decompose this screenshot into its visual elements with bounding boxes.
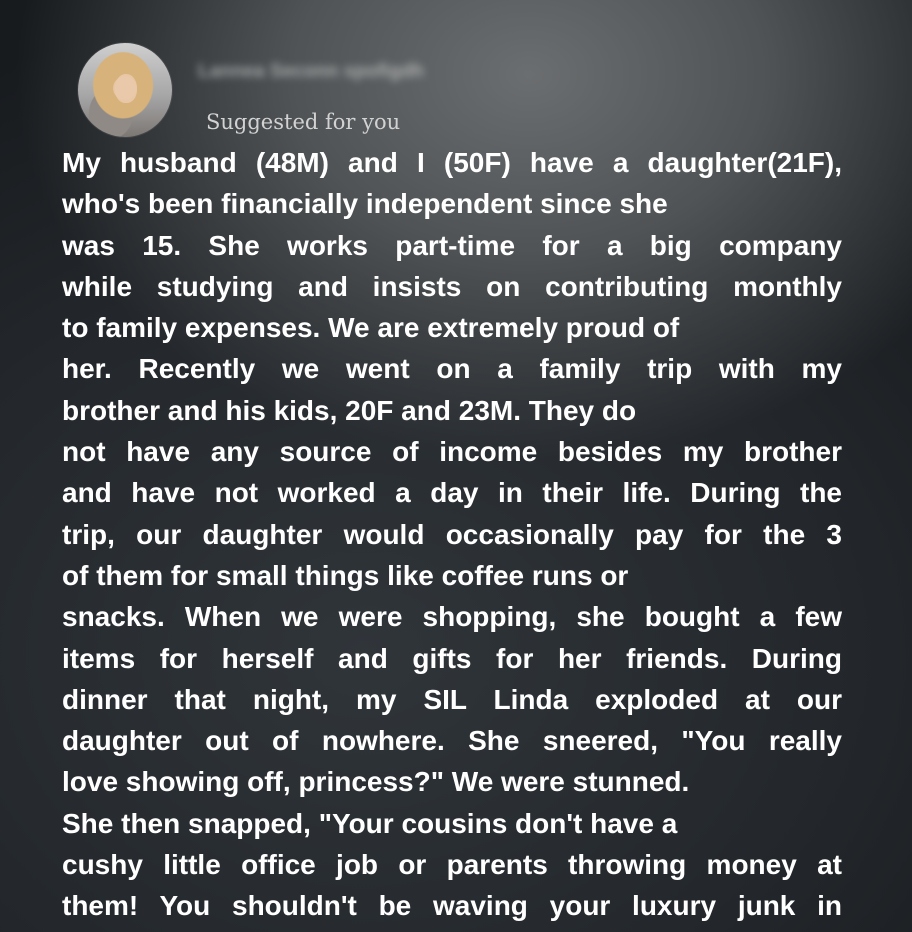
post-body-line: brother and his kids, 20F and 23M. They do — [62, 394, 637, 426]
post-body-line: love showing off, princess?" We were stunned. — [62, 766, 690, 798]
post-body-line: cushy little office job or parents throwing money at — [62, 849, 842, 881]
post-body-line: dinner that night, my SIL Linda exploded at our — [62, 683, 842, 715]
post-body-line: She then snapped, "Your cousins don't have a — [62, 807, 678, 839]
suggested-label: Suggested for you — [206, 110, 401, 134]
post-body-line: them! You shouldn't be waving your luxury junk in — [62, 890, 842, 922]
post-body-text — [62, 142, 842, 927]
post-body-line: was 15. She works part-time for a big company — [62, 229, 842, 261]
post-body-line: of them for small things like coffee runs or — [62, 559, 629, 591]
post-body-line: while studying and insists on contributing monthly — [62, 270, 842, 302]
post-body-line: items for herself and gifts for her friends. During — [62, 642, 842, 674]
author-avatar[interactable] — [78, 43, 172, 137]
post-body-line: her. Recently we went on a family trip with my — [62, 353, 842, 385]
post-body-line: to family expenses. We are extremely proud of — [62, 312, 680, 344]
author-name[interactable]: Lannea Seconn spofigdh — [198, 62, 424, 82]
post-body-line: My husband (48M) and I (50F) have a daughter(21F), — [62, 147, 842, 178]
avatar-face-image — [115, 74, 137, 103]
post-body-line: not have any source of income besides my brother — [62, 436, 842, 468]
post-body-line: snacks. When we were shopping, she bought a few — [62, 601, 842, 633]
post-body-line: trip, our daughter would occasionally pay for the 3 — [62, 518, 842, 550]
post-body-line: daughter out of nowhere. She sneered, "You really — [62, 725, 842, 757]
post-body-line: and have not worked a day in their life. During the — [62, 477, 842, 509]
post-body-line: who's been financially independent since she — [62, 188, 668, 220]
